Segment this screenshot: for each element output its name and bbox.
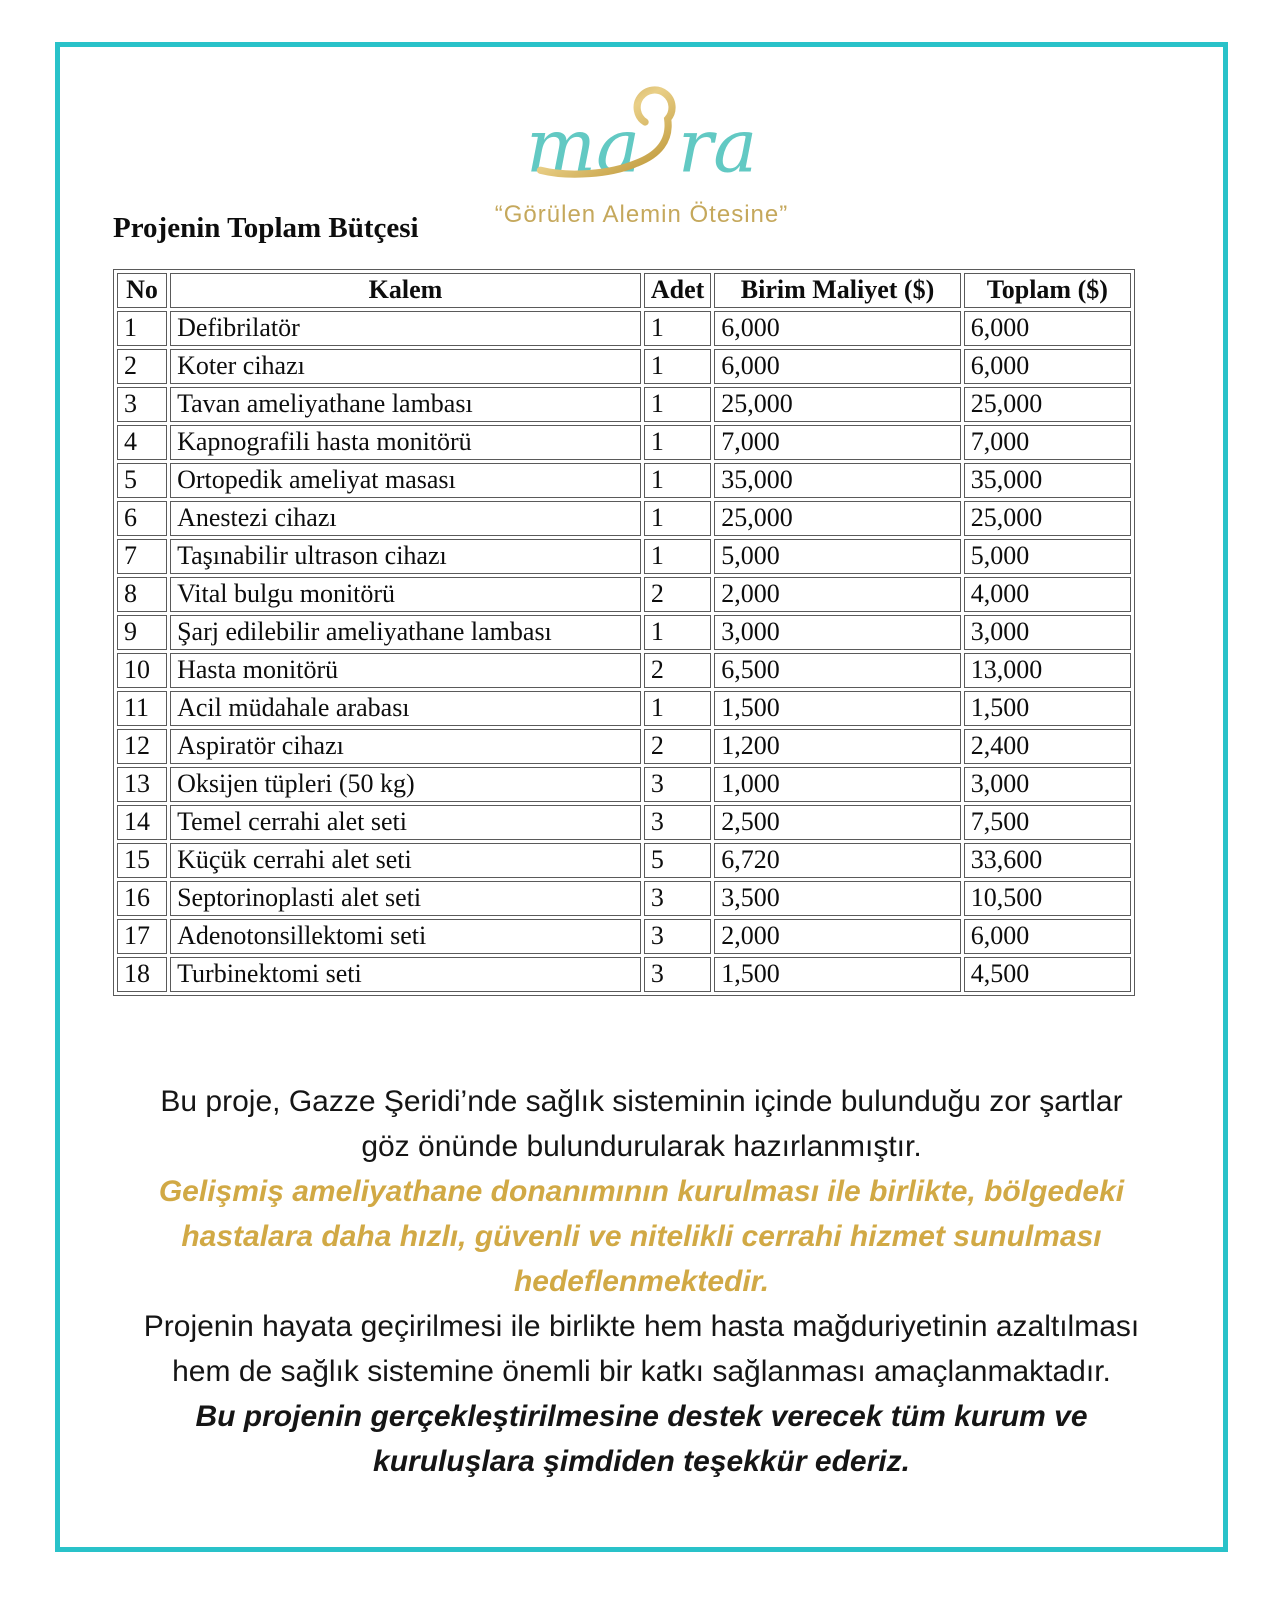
cell-toplam: 6,000: [964, 349, 1131, 384]
cell-birim-maliyet: 6,000: [714, 349, 960, 384]
cell-birim-maliyet: 1,000: [714, 767, 960, 802]
cell-toplam: 25,000: [964, 387, 1131, 422]
table-row: [117, 691, 1131, 726]
cell-no: 9: [117, 615, 167, 650]
cell-adet: 1: [644, 539, 711, 574]
paragraph-thanks: Bu projenin gerçekleştirilmesine destek verecek tüm kurum ve kuruluşlara şimdiden teşekkür ederiz.: [195, 1400, 1088, 1478]
table-row: [117, 387, 1131, 422]
cell-adet: 2: [644, 653, 711, 688]
col-header-adet: Adet: [644, 273, 711, 308]
cell-toplam: 13,000: [964, 653, 1131, 688]
cell-kalem: Anestezi cihazı: [170, 501, 641, 536]
cell-birim-maliyet: 7,000: [714, 425, 960, 460]
cell-no: 15: [117, 843, 167, 878]
cell-toplam: 3,000: [964, 767, 1131, 802]
cell-no: 5: [117, 463, 167, 498]
col-header-birim-maliyet: Birim Maliyet ($): [714, 273, 960, 308]
cell-birim-maliyet: 1,200: [714, 729, 960, 764]
col-header-kalem: Kalem: [170, 273, 641, 308]
table-row: [117, 805, 1131, 840]
paragraph-context: Bu proje, Gazze Şeridi’nde sağlık sisteminin içinde bulunduğu zor şartlar göz önünde bulundurularak hazırlanmıştır.: [160, 1085, 1123, 1163]
cell-kalem: Aspiratör cihazı: [170, 729, 641, 764]
cell-adet: 2: [644, 729, 711, 764]
cell-toplam: 7,500: [964, 805, 1131, 840]
page-title: Projenin Toplam Bütçesi: [113, 212, 419, 244]
paragraph-goal: Gelişmiş ameliyathane donanımının kurulması ile birlikte, bölgedeki hastalara daha hızlı, güvenli ve nitelikli cerrahi hizmet sunulması hedeflenmektedir.: [158, 1175, 1125, 1298]
cell-kalem: Acil müdahale arabası: [170, 691, 641, 726]
cell-adet: 1: [644, 425, 711, 460]
cell-toplam: 6,000: [964, 919, 1131, 954]
cell-kalem: Şarj edilebilir ameliyathane lambası: [170, 615, 641, 650]
closing-text: [134, 1079, 1149, 1484]
table-row: [117, 919, 1131, 954]
cell-kalem: Küçük cerrahi alet seti: [170, 843, 641, 878]
cell-adet: 3: [644, 919, 711, 954]
cell-no: 1: [117, 311, 167, 346]
cell-kalem: Taşınabilir ultrason cihazı: [170, 539, 641, 574]
cell-birim-maliyet: 2,000: [714, 577, 960, 612]
cell-kalem: Oksijen tüpleri (50 kg): [170, 767, 641, 802]
page-frame: [55, 42, 1228, 1552]
cell-no: 6: [117, 501, 167, 536]
cell-toplam: 4,500: [964, 957, 1131, 992]
cell-birim-maliyet: 3,000: [714, 615, 960, 650]
col-header-toplam: Toplam ($): [964, 273, 1131, 308]
cell-birim-maliyet: 25,000: [714, 387, 960, 422]
col-header-no: No: [117, 273, 167, 308]
logo: [517, 81, 767, 199]
cell-birim-maliyet: 6,500: [714, 653, 960, 688]
table-header-row: [117, 273, 1131, 308]
cell-adet: 3: [644, 805, 711, 840]
cell-kalem: Adenotonsillektomi seti: [170, 919, 641, 954]
cell-kalem: Turbinektomi seti: [170, 957, 641, 992]
cell-no: 3: [117, 387, 167, 422]
cell-no: 18: [117, 957, 167, 992]
budget-table-body: [117, 311, 1131, 992]
cell-no: 4: [117, 425, 167, 460]
table-row: [117, 577, 1131, 612]
table-row: [117, 843, 1131, 878]
cell-adet: 1: [644, 387, 711, 422]
cell-birim-maliyet: 6,000: [714, 311, 960, 346]
cell-toplam: 25,000: [964, 501, 1131, 536]
cell-toplam: 3,000: [964, 615, 1131, 650]
cell-kalem: Tavan ameliyathane lambası: [170, 387, 641, 422]
cell-toplam: 10,500: [964, 881, 1131, 916]
budget-table: [113, 269, 1135, 996]
cell-kalem: Temel cerrahi alet seti: [170, 805, 641, 840]
cell-adet: 3: [644, 881, 711, 916]
cell-birim-maliyet: 1,500: [714, 691, 960, 726]
table-row: [117, 653, 1131, 688]
cell-no: 14: [117, 805, 167, 840]
cell-toplam: 1,500: [964, 691, 1131, 726]
cell-toplam: 33,600: [964, 843, 1131, 878]
cell-birim-maliyet: 1,500: [714, 957, 960, 992]
logo-tagline: “Görülen Alemin Ötesine”: [494, 201, 789, 228]
cell-toplam: 5,000: [964, 539, 1131, 574]
cell-birim-maliyet: 5,000: [714, 539, 960, 574]
cell-no: 13: [117, 767, 167, 802]
cell-birim-maliyet: 2,500: [714, 805, 960, 840]
table-row: [117, 463, 1131, 498]
cell-birim-maliyet: 35,000: [714, 463, 960, 498]
cell-no: 7: [117, 539, 167, 574]
cell-adet: 3: [644, 957, 711, 992]
cell-birim-maliyet: 2,000: [714, 919, 960, 954]
cell-kalem: Vital bulgu monitörü: [170, 577, 641, 612]
table-row: [117, 425, 1131, 460]
table-row: [117, 501, 1131, 536]
cell-adet: 5: [644, 843, 711, 878]
cell-adet: 1: [644, 311, 711, 346]
table-row: [117, 539, 1131, 574]
cell-toplam: 7,000: [964, 425, 1131, 460]
cell-no: 16: [117, 881, 167, 916]
paragraph-impact: Projenin hayata geçirilmesi ile birlikte hem hasta mağduriyetinin azaltılması hem de sağlık sistemine önemli bir katkı sağlanması amaçlanmaktadır.: [143, 1310, 1140, 1388]
cell-no: 2: [117, 349, 167, 384]
cell-no: 12: [117, 729, 167, 764]
cell-kalem: Kapnografili hasta monitörü: [170, 425, 641, 460]
cell-adet: 1: [644, 691, 711, 726]
cell-birim-maliyet: 3,500: [714, 881, 960, 916]
cell-adet: 1: [644, 463, 711, 498]
budget-table-wrap: [113, 269, 1135, 996]
table-row: [117, 729, 1131, 764]
logo-text-ma: ma: [525, 103, 640, 190]
cell-adet: 1: [644, 615, 711, 650]
cell-no: 17: [117, 919, 167, 954]
cell-adet: 1: [644, 501, 711, 536]
cell-birim-maliyet: 25,000: [714, 501, 960, 536]
cell-kalem: Koter cihazı: [170, 349, 641, 384]
cell-toplam: 2,400: [964, 729, 1131, 764]
cell-kalem: Ortopedik ameliyat masası: [170, 463, 641, 498]
table-row: [117, 311, 1131, 346]
logo-graphic: [517, 81, 767, 199]
cell-toplam: 4,000: [964, 577, 1131, 612]
logo-text-ra: ra: [677, 103, 757, 190]
table-row: [117, 957, 1131, 992]
cell-no: 11: [117, 691, 167, 726]
table-row: [117, 615, 1131, 650]
cell-toplam: 6,000: [964, 311, 1131, 346]
cell-kalem: Defibrilatör: [170, 311, 641, 346]
cell-kalem: Hasta monitörü: [170, 653, 641, 688]
table-row: [117, 767, 1131, 802]
table-row: [117, 881, 1131, 916]
cell-kalem: Septorinoplasti alet seti: [170, 881, 641, 916]
cell-no: 10: [117, 653, 167, 688]
table-row: [117, 349, 1131, 384]
cell-no: 8: [117, 577, 167, 612]
cell-adet: 3: [644, 767, 711, 802]
cell-birim-maliyet: 6,720: [714, 843, 960, 878]
cell-adet: 1: [644, 349, 711, 384]
cell-toplam: 35,000: [964, 463, 1131, 498]
cell-adet: 2: [644, 577, 711, 612]
